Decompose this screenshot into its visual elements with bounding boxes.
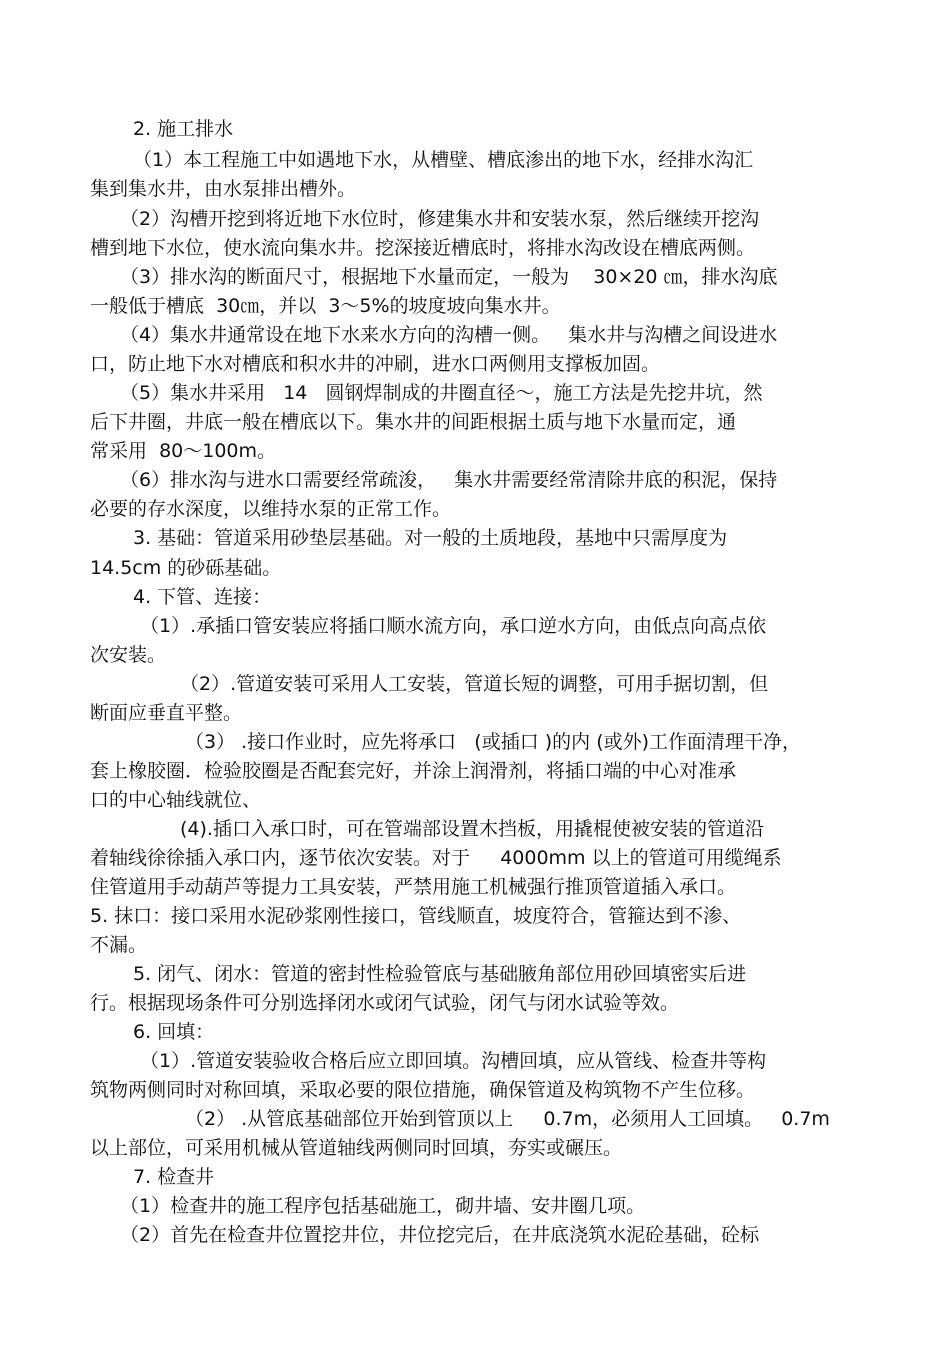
paragraph-line: (4).插口入承口时，可在管端部设置木挡板，用撬棍使被安装的管道沿: [180, 818, 764, 840]
paragraph-line: 套上橡胶圈．检验胶圈是否配套完好，并涂上润滑剂，将插口端的中心对准承: [90, 760, 737, 782]
paragraph-line: 口的中心轴线就位、: [90, 789, 262, 811]
paragraph-line: （2）首先在检查井位置挖井位，井位挖完后，在井底浇筑水泥砼基础，砼标: [120, 1224, 760, 1246]
paragraph-line: （2） .从管底基础部位开始到管顶以上 0.7m，必须用人工回填。 0.7m: [185, 1108, 830, 1130]
paragraph-line: （1）.承插口管安装应将插口顺水流方向，承口逆水方向，由低点向高点依: [140, 615, 767, 637]
paragraph-line: 行。根据现场条件可分别选择闭水或闭气试验，闭气与闭水试验等效。: [90, 992, 680, 1014]
paragraph-line: 常采用 80～100m。: [90, 440, 277, 462]
heading-jointing: 5. 抹口：接口采用水泥砂浆刚性接口，管线顺直，坡度符合，管箍达到不渗、: [90, 905, 742, 927]
paragraph-line: （2）.管道安装可采用人工安装，管道长短的调整，可用手据切割，但: [180, 673, 769, 695]
paragraph-line: （3）排水沟的断面尺寸，根据地下水量而定，一般为 30×20 ㎝，排水沟底: [120, 266, 778, 288]
paragraph-line: 槽到地下水位，使水流向集水井。挖深接近槽底时，将排水沟改设在槽底两侧。: [90, 237, 756, 259]
paragraph-line: 断面应垂直平整。: [90, 702, 243, 724]
paragraph-line: 住管道用手动葫芦等提力工具安装，严禁用施工机械强行推顶管道插入承口。: [90, 876, 737, 898]
paragraph-line: （3） .接口作业时，应先将承口 (或插口 )的内 (或外)工作面清理干净，: [185, 731, 802, 753]
paragraph-line: （5）集水井采用 14 圆钢焊制成的井圈直径～，施工方法是先挖井坑，然: [120, 382, 763, 404]
heading-inspection-well: 7. 检查井: [133, 1166, 215, 1188]
heading-backfill: 6. 回填：: [133, 1021, 215, 1043]
paragraph-line: （1）检查井的施工程序包括基础施工，砌井墙、安井圈几项。: [120, 1195, 646, 1217]
paragraph-line: 不漏。: [90, 934, 148, 956]
paragraph-line: 以上部位，可采用机械从管道轴线两侧同时回填，夯实或碾压。: [90, 1137, 623, 1159]
paragraph-line: 必要的存水深度，以维持水泵的正常工作。: [90, 498, 452, 520]
paragraph-line: （1）本工程施工中如遇地下水，从槽壁、槽底渗出的地下水，经排水沟汇: [133, 149, 754, 171]
paragraph-line: （4）集水井通常设在地下水来水方向的沟槽一侧。 集水井与沟槽之间设进水: [120, 324, 778, 346]
paragraph-line: 着轴线徐徐插入承口内，逐节依次安装。对于 4000mm 以上的管道可用缆绳系: [90, 847, 782, 869]
paragraph-line: 集到集水井，由水泵排出槽外。: [90, 178, 357, 200]
heading-seal-test: 5. 闭气、闭水：管道的密封性检验管底与基础腋角部位用砂回填密实后进: [133, 963, 747, 985]
paragraph-line: 14.5cm 的砂砾基础。: [90, 557, 282, 579]
paragraph-line: （2）沟槽开挖到将近地下水位时，修建集水井和安装水泵，然后继续开挖沟: [120, 208, 760, 230]
paragraph-line: 一般低于槽底 30㎝，并以 3～5%的坡度坡向集水井。: [90, 295, 561, 317]
paragraph-line: （6）排水沟与进水口需要经常疏浚， 集水井需要经常清除井底的积泥，保持: [120, 469, 778, 491]
paragraph-line: 筑物两侧同时对称回填，采取必要的限位措施，确保管道及构筑物不产生位移。: [90, 1079, 756, 1101]
heading-pipe-laying: 4. 下管、连接：: [133, 586, 272, 608]
heading-drainage: 2. 施工排水: [133, 118, 234, 140]
paragraph-line: 口，防止地下水对槽底和积水井的冲刷，进水口两侧用支撑板加固。: [90, 353, 661, 375]
paragraph-line: 次安装。: [90, 644, 167, 666]
heading-foundation: 3. 基础：管道采用砂垫层基础。对一般的土质地段，基地中只需厚度为: [133, 527, 728, 549]
paragraph-line: 后下井圈，井底一般在槽底以下。集水井的间距根据土质与地下水量而定，通: [90, 411, 737, 433]
paragraph-line: （1）.管道安装验收合格后应立即回填。沟槽回填，应从管线、检查井等构: [140, 1050, 767, 1072]
